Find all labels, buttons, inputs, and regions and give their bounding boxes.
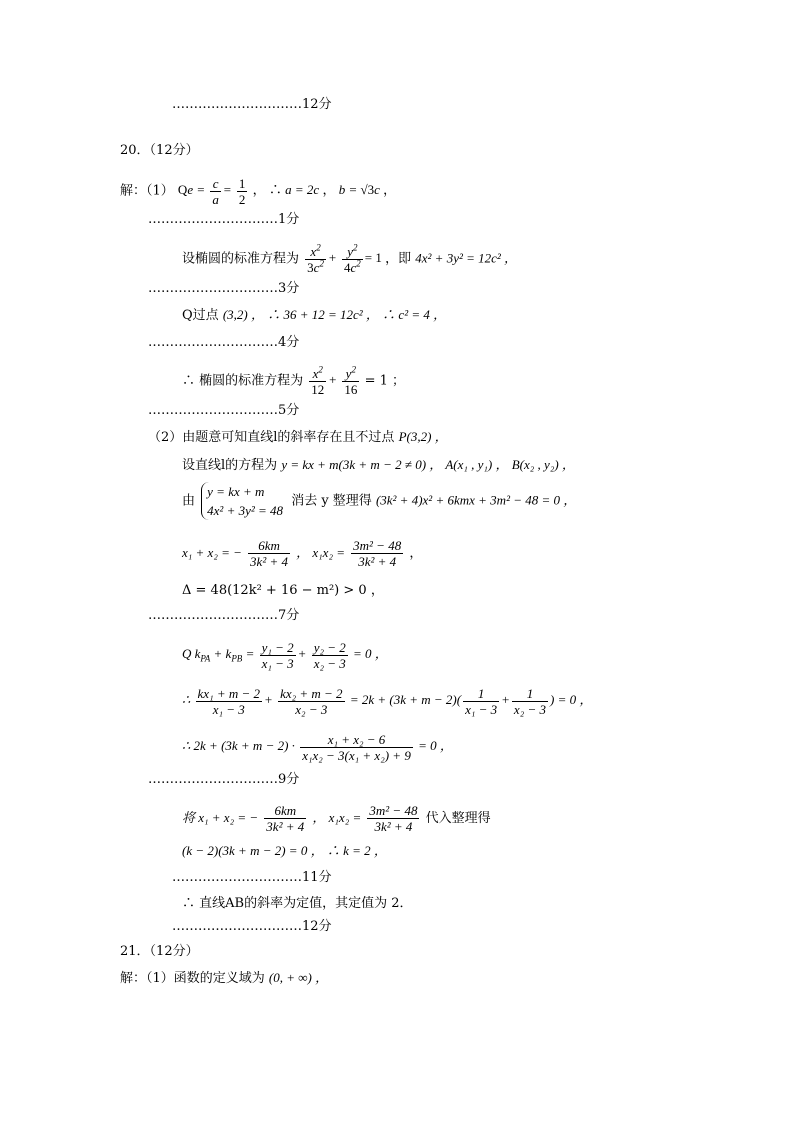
q20-part1-label: 解：（1）	[120, 183, 174, 199]
simplified-step-line	[182, 732, 453, 763]
score-line: …………………………3分	[148, 281, 300, 296]
fraction-one-half: $\frac{1}{2}$	[238, 176, 246, 207]
q21-domain: (0, + ∞) ，	[268, 970, 329, 985]
step2-fraction-2: $\frac{\text{kx₂ + m − 2}}{\text{x₂ − 3}}$	[280, 686, 343, 717]
slope-sum-line: Q $k_{PA} + k_{PB}$ = $\frac{\text{y₁ − 2}}{\text{x₁ − 3}}$ + $\frac{\text{y₂ − 2}}{\text{x₂ − 3}}$ = 0 ，	[182, 640, 388, 671]
score-line: …………………………9分	[148, 772, 300, 787]
slope-mid: + k	[210, 646, 232, 662]
factor-text: (k − 2)(3k + m − 2) = 0 ， ∴ k = 2 ，	[182, 843, 387, 858]
equation-system-line	[182, 482, 576, 520]
system-result: (3k² + 4)x² + 6kmx + 3m² − 48 = 0 ，	[375, 492, 577, 508]
score-line: …………………………4分	[148, 335, 300, 350]
score-line: …………………………7分	[148, 608, 300, 623]
part2-point: P(3,2) ，	[398, 429, 448, 444]
ellipse-std-mid: ，即	[385, 251, 412, 267]
ellipse-conclusion-line: ∴ 椭圆的标准方程为 $\frac{x^2}{12}$ + $\frac{y^2}{16}$ = 1 ；	[182, 364, 405, 397]
q20-part2-intro	[148, 428, 448, 447]
point-line	[182, 306, 446, 325]
fraction-c-over-a: $\frac{c}{a}$	[212, 176, 219, 207]
factor-line	[182, 842, 387, 861]
slope-eq: =	[242, 646, 255, 662]
score-line: …………………………12分	[172, 97, 332, 112]
point-text: Q过点	[182, 308, 219, 323]
final-conclusion: ∴ 直线AB的斜率为定值，其定值为 2．	[182, 896, 413, 911]
vieta-prod-lhs: ， x₁x₂ =	[296, 545, 345, 560]
slope-tail: = 0 ，	[353, 646, 388, 662]
slope-fraction-1: $\frac{\text{y₁ − 2}}{\text{x₁ − 3}}$	[261, 640, 294, 671]
line-setup	[182, 456, 575, 475]
ellipse-standard-form-line: 设椭圆的标准方程为 $\frac{x^2}{3c^2}$ + $\frac{y^2}{4c^2}$ = 1 ，即 4x² + 3y² = 12c² ，	[182, 242, 518, 275]
slope-sub-pa: PA	[200, 654, 211, 665]
q20-part1-line	[120, 176, 396, 207]
sub-prefix: 将 x₁ + x₂ = −	[182, 810, 259, 825]
step2-fraction-4: $\frac{1}{\text{x₂ − 3}}$	[513, 686, 546, 717]
vieta-sum-lhs: x₁ + x₂ = −	[182, 545, 242, 560]
fraction-y2-over-4c2: $\frac{y^2}{4c^2}$	[343, 242, 361, 275]
fraction-y2-over-16: $\frac{y^2}{16}$	[344, 364, 358, 397]
step2-tail: ) = 0 ，	[549, 692, 593, 708]
system-prefix: 由	[182, 493, 196, 509]
vieta-sum-fraction: $\frac{6km}{\text{3k² + 4}}$	[250, 538, 288, 569]
substitution-step-line: ∴ $\frac{\text{kx₁ + m − 2}}{\text{x₁ − 3}}$ + $\frac{\text{kx₂ + m − 2}}{\text{x₂ − 3}}$ = 2k + (3k + m − 2)( $\frac{1}{\text{x₁ − 3}}$ + $\frac{1}{\text{x₂ − 3}}$ ) = 0 ，	[182, 686, 593, 717]
step2-prefix: ∴	[182, 692, 191, 708]
score-line: …………………………5分	[148, 403, 300, 418]
sub-mid: ， x₁x₂ =	[312, 810, 362, 825]
score-line: …………………………11分	[172, 870, 332, 885]
line-setup-text: 设直线l的方程为	[182, 458, 278, 473]
system-suffix: 消去 y 整理得	[291, 493, 372, 509]
slope-fraction-2: $\frac{\text{y₂ − 2}}{\text{x₂ − 3}}$	[313, 640, 346, 671]
question-20-title: 20．（12分）	[120, 143, 199, 158]
point-value: (3,2) ， ∴ 36 + 12 = 12c² ， ∴ c² = 4 ，	[222, 307, 447, 322]
question-21-title: 21．（12分）	[120, 944, 199, 959]
eccentricity-formula: Qe = $\frac{c}{a}$ = $\frac{1}{2}$ ， ∴ a = 2c ， b = √3c ，	[177, 176, 397, 207]
ellipse-std-eq: 4x² + 3y² = 12c² ，	[415, 250, 518, 266]
part2-text: （2）由题意可知直线l的斜率存在且不过点	[148, 430, 395, 445]
substitute-line	[182, 803, 491, 834]
score-line: …………………………1分	[148, 212, 300, 227]
step3-tail: = 0 ，	[418, 738, 453, 754]
sub-fraction-2: $\frac{\text{3m² − 48}}{\text{3k² + 4}}$	[369, 803, 418, 834]
step2-fraction-1: $\frac{\text{kx₁ + m − 2}}{\text{x₁ − 3}}$	[197, 686, 261, 717]
vieta-line: x₁ + x₂ = − $\frac{6km}{\text{3k² + 4}}$ ， x₁x₂ = $\frac{\text{3m² − 48}}{\text{3k² + 4}}$ ，	[182, 538, 423, 569]
slope-lhs: Q k	[182, 646, 201, 662]
system-eq2: 4x² + 3y² = 48	[207, 503, 284, 518]
q21-part1-line	[120, 969, 328, 988]
step3-prefix: ∴ 2k + (3k + m − 2) ·	[182, 738, 295, 754]
sub-fraction-1: $\frac{6km}{\text{3k² + 4}}$	[266, 803, 305, 834]
system-eq1: y = kx + m	[207, 484, 265, 499]
conclusion-tail: = 1 ；	[364, 373, 405, 389]
equation-system-brace	[201, 482, 283, 520]
q21-part1-text: 解：（1）函数的定义域为	[120, 971, 265, 986]
step2-mid: = 2k + (3k + m − 2)(	[349, 692, 462, 708]
ellipse-std-text: 设椭圆的标准方程为	[182, 251, 300, 267]
slope-sub-pb: PB	[231, 654, 243, 665]
discriminant-line: Δ = 48(12k² + 16 − m²) > 0 ，	[182, 583, 384, 598]
score-line: …………………………12分	[172, 919, 332, 934]
line-setup-math: y = kx + m(3k + m − 2 ≠ 0) ， A(x₁ , y₁) ， B(x₂ , y₂) ，	[281, 457, 575, 472]
fraction-x2-over-3c2: $\frac{x^2}{3c^2}$	[307, 242, 324, 275]
step3-fraction: $\frac{\text{x₁ + x₂ − 6}}{\text{x₁x₂ − 3(x₁ + x₂) + 9}}$	[302, 732, 411, 763]
fraction-x2-over-12: $\frac{x^2}{12}$	[311, 364, 325, 397]
sub-tail: 代入整理得	[425, 811, 491, 826]
conclusion-text: ∴ 椭圆的标准方程为	[182, 373, 304, 389]
vieta-prod-fraction: $\frac{\text{3m² − 48}}{\text{3k² + 4}}$	[353, 538, 402, 569]
step2-fraction-3: $\frac{1}{\text{x₁ − 3}}$	[465, 686, 498, 717]
